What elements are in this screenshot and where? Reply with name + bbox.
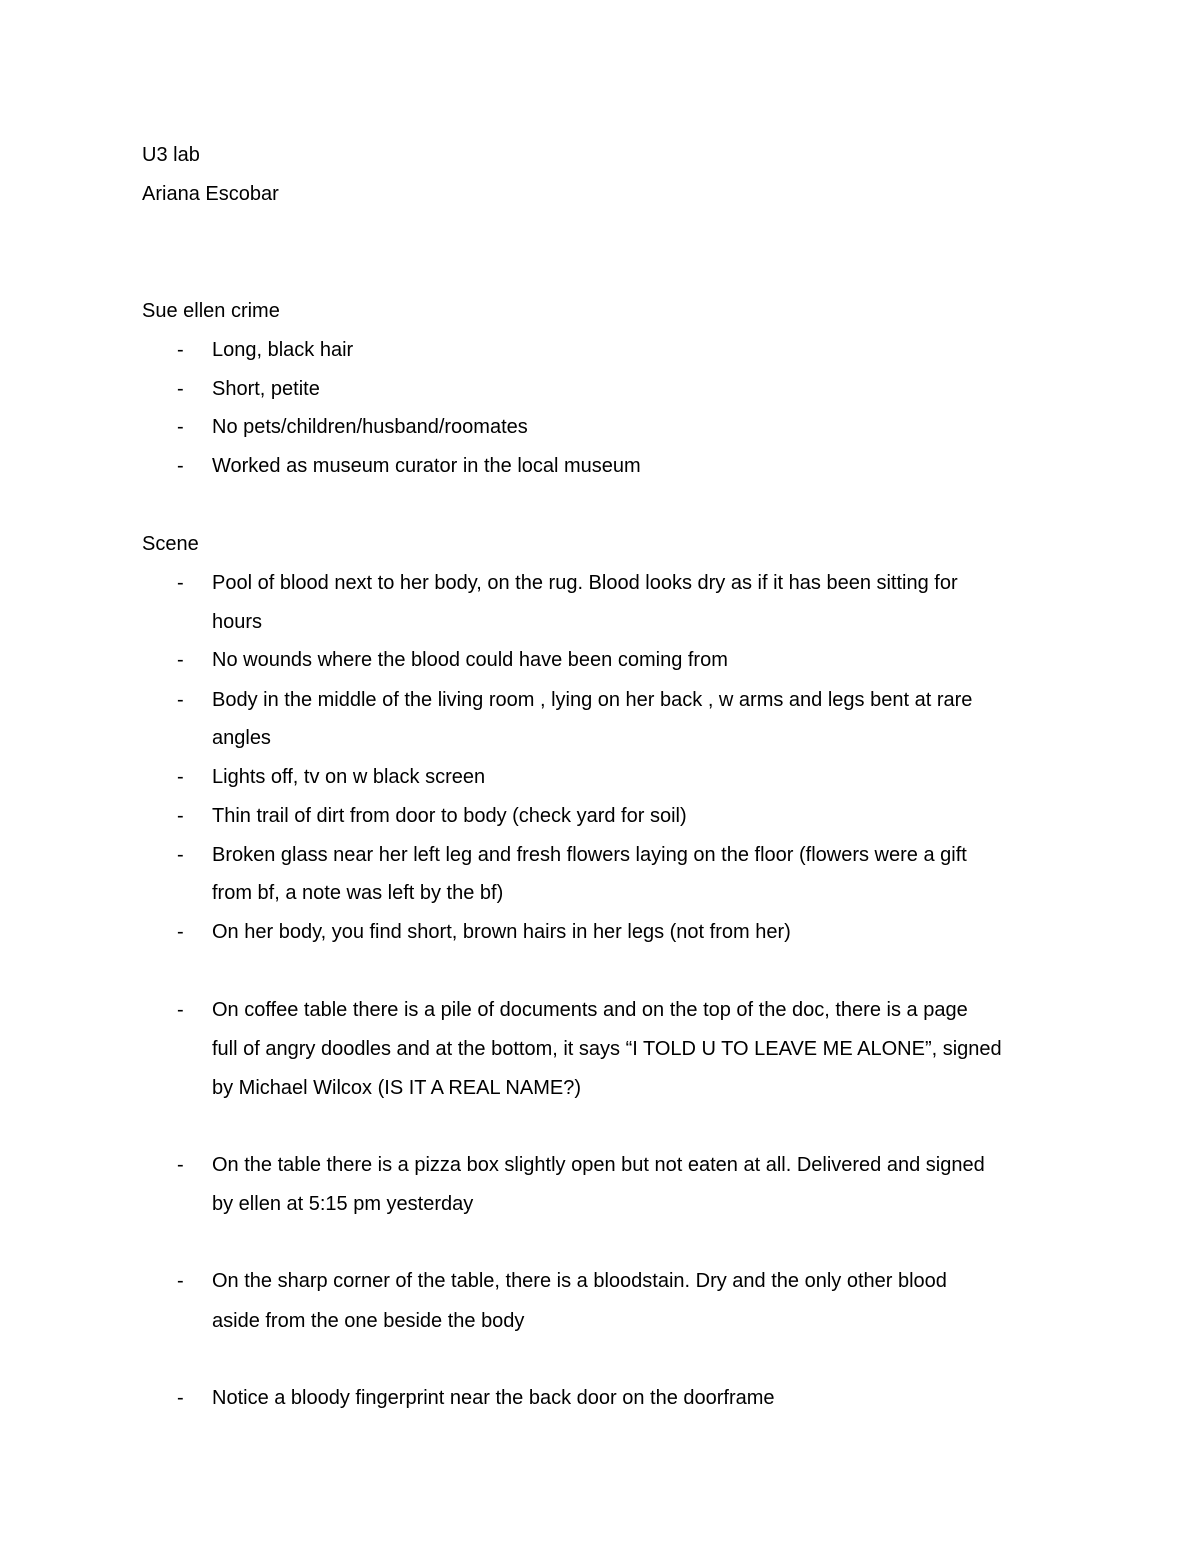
list-item-text-continued: full of angry doodles and at the bottom, it says “I TOLD U TO LEAVE ME ALONE”, signed [212,1038,1002,1060]
list-item-text: Lights off, tv on w black screen [212,766,486,788]
list-item-text-continued: hours [212,611,263,633]
bullet-dash: - [177,572,184,594]
list-item-text: No wounds where the blood could have been coming from [212,649,728,671]
bullet-dash: - [177,689,184,711]
list-item-text: Long, black hair [212,339,354,361]
list-item-text: Pool of blood next to her body, on the rug. Blood looks dry as if it has been sitting for [212,572,958,594]
list-item-text: No pets/children/husband/roomates [212,416,528,438]
list-item-text-continued: from bf, a note was left by the bf) [212,882,504,904]
list-item-text-continued: by Michael Wilcox (IS IT A REAL NAME?) [212,1077,581,1099]
bullet-dash: - [177,339,184,361]
list-item-text: On the table there is a pizza box slightly open but not eaten at all. Delivered and signed [212,1154,985,1176]
list-item-text: On her body, you find short, brown hairs in her legs (not from her) [212,921,791,943]
list-item-text: On the sharp corner of the table, there is a bloodstain. Dry and the only other blood [212,1270,947,1292]
bullet-dash: - [177,805,184,827]
list-item-text-continued: aside from the one beside the body [212,1310,525,1332]
author-name: Ariana Escobar [142,183,279,205]
list-item-text-continued: by ellen at 5:15 pm yesterday [212,1193,474,1215]
list-item-text: Body in the middle of the living room , lying on her back , w arms and legs bent at rare [212,689,973,711]
bullet-dash: - [177,649,184,671]
section-heading-victim: Sue ellen crime [142,300,280,322]
list-item-text: Notice a bloody fingerprint near the back door on the doorframe [212,1387,775,1409]
bullet-dash: - [177,378,184,400]
section-heading-scene: Scene [142,533,199,555]
bullet-dash: - [177,455,184,477]
list-item-text-continued: angles [212,727,271,749]
bullet-dash: - [177,1270,184,1292]
bullet-dash: - [177,1387,184,1409]
bullet-dash: - [177,1154,184,1176]
bullet-dash: - [177,416,184,438]
bullet-dash: - [177,921,184,943]
document-title: U3 lab [142,144,200,166]
list-item-text: Worked as museum curator in the local museum [212,455,641,477]
bullet-dash: - [177,766,184,788]
list-item-text: Broken glass near her left leg and fresh flowers laying on the floor (flowers were a gift [212,844,967,866]
bullet-dash: - [177,844,184,866]
list-item-text: Short, petite [212,378,320,400]
list-item-text: On coffee table there is a pile of documents and on the top of the doc, there is a page [212,999,968,1021]
bullet-dash: - [177,999,184,1021]
list-item-text: Thin trail of dirt from door to body (check yard for soil) [212,805,687,827]
